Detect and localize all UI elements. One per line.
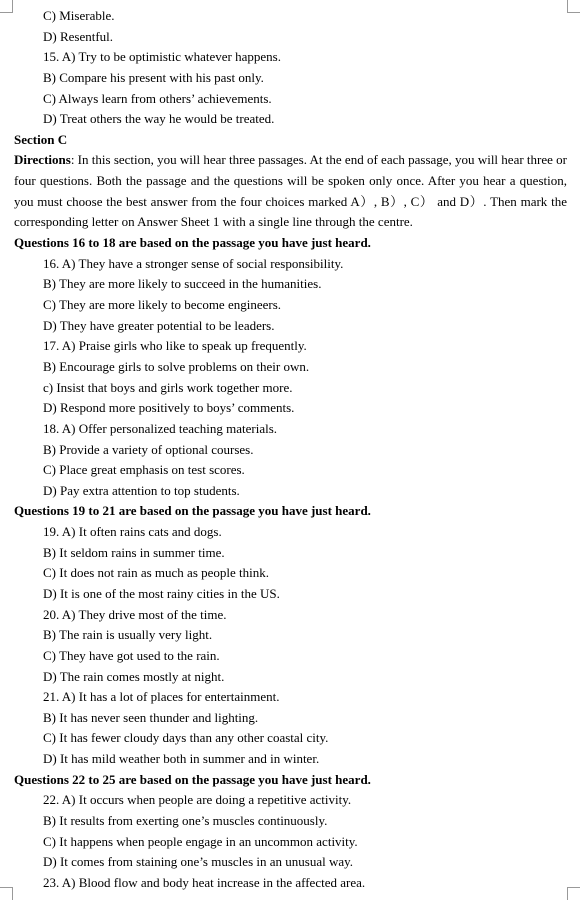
option-line: C) They have got used to the rain. — [43, 647, 220, 663]
option-line: C) It happens when people engage in an uncommon activity. — [43, 833, 358, 849]
crop-mark-top-right — [567, 0, 580, 13]
option-line: c) Insist that boys and girls work together more. — [43, 379, 293, 395]
option-line: D) It is one of the most rainy cities in the US. — [43, 586, 280, 601]
directions-paragraph — [14, 150, 567, 233]
option-line: D) Resentful. — [43, 28, 114, 44]
option-line: D) Respond more positively to boys’ comments. — [43, 400, 295, 416]
question-line: 17. A) Praise girls who like to speak up frequently. — [43, 338, 307, 354]
option-line: C) Always learn from others’ achievements. — [43, 90, 272, 106]
option-line: D) It has mild weather both in summer and in winter. — [43, 751, 320, 767]
question-group-19-21 — [14, 522, 567, 770]
question-line: 19. A) It often rains cats and dogs. — [43, 524, 222, 540]
document-page — [14, 6, 567, 894]
option-line: C) They are more likely to become engineers. — [43, 297, 282, 313]
option-line: B) Compare his present with his past only. — [43, 69, 264, 85]
question-line: 23. A) Blood flow and body heat increase in the affected area. — [43, 874, 366, 890]
option-line: C) Place great emphasis on test scores. — [43, 462, 245, 478]
option-line: D) It comes from staining one’s muscles in an unusual way. — [43, 854, 354, 870]
question-line: 21. A) It has a lot of places for entertainment. — [43, 689, 280, 705]
section-title: Section C — [14, 131, 68, 147]
option-line: D) Pay extra attention to top students. — [43, 482, 240, 498]
directions-text: : In this section, you will hear three passages. At the end of each passage, you will hear three or four questions. Both the passage and the questions will be spoken only once. After you hear a question, you must choose the best answer from the four choices marked A）, B）, C） and D）. Then mark the corresponding letter on Answer Sheet 1 with a single line through the centre. — [14, 152, 567, 230]
option-line: B) Encourage girls to solve problems on their own. — [43, 358, 310, 374]
option-line: D) They have greater potential to be leaders. — [43, 317, 275, 333]
question-group-heading: Questions 22 to 25 are based on the passage you have just heard. — [14, 771, 371, 787]
preceding-options — [14, 6, 567, 130]
option-line: B) It results from exerting one’s muscles continuously. — [43, 813, 328, 829]
question-group-heading: Questions 16 to 18 are based on the passage you have just heard. — [14, 235, 371, 251]
option-line: B) Provide a variety of optional courses. — [43, 441, 254, 457]
question-line: 18. A) Offer personalized teaching materials. — [43, 420, 278, 436]
question-line: 16. A) They have a stronger sense of social responsibility. — [43, 255, 344, 271]
question-group-heading: Questions 19 to 21 are based on the passage you have just heard. — [14, 503, 371, 519]
question-line: 15. A) Try to be optimistic whatever happens. — [43, 49, 281, 65]
option-line: D) Treat others the way he would be treated. — [43, 111, 275, 127]
crop-mark-bottom-left — [0, 887, 13, 900]
question-line: 20. A) They drive most of the time. — [43, 606, 227, 622]
question-group-22-25 — [14, 790, 567, 893]
option-line: C) It has fewer cloudy days than any other coastal city. — [43, 730, 329, 746]
question-line: 22. A) It occurs when people are doing a repetitive activity. — [43, 792, 352, 808]
crop-mark-top-left — [0, 0, 13, 13]
option-line: C) It does not rain as much as people think. — [43, 565, 270, 581]
option-line: D) The rain comes mostly at night. — [43, 668, 225, 684]
option-line: B) They are more likely to succeed in the humanities. — [43, 276, 322, 292]
option-line: B) It seldom rains in summer time. — [43, 544, 225, 560]
crop-mark-bottom-right — [567, 887, 580, 900]
question-group-16-18 — [14, 254, 567, 502]
option-line: C) Miserable. — [43, 8, 115, 23]
option-line: B) The rain is usually very light. — [43, 627, 213, 643]
option-line: B) It has never seen thunder and lighting. — [43, 709, 259, 725]
directions-label: Directions — [14, 152, 71, 168]
